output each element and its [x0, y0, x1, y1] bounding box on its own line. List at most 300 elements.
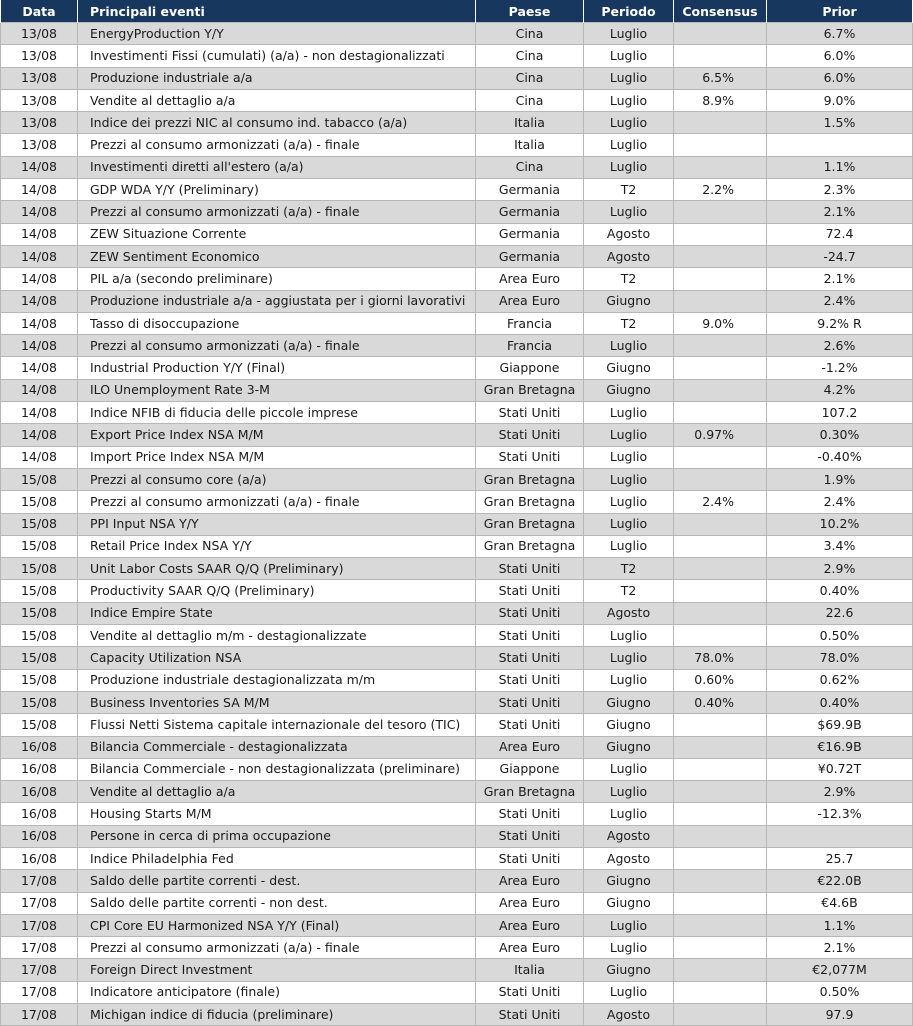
cell-date: 15/08: [1, 513, 78, 535]
table-row: [1, 914, 913, 936]
cell-event: Bilancia Commerciale - non destagionalizzata (preliminare): [78, 758, 476, 780]
cell-period: Luglio: [584, 89, 674, 111]
cell-country: Stati Uniti: [476, 803, 584, 825]
table-row: [1, 758, 913, 780]
cell-consensus: [674, 446, 767, 468]
cell-consensus: [674, 201, 767, 223]
cell-prior: 2.4%: [767, 491, 913, 513]
cell-date: 16/08: [1, 803, 78, 825]
cell-period: Luglio: [584, 335, 674, 357]
cell-prior: 97.9: [767, 1004, 913, 1026]
cell-event: EnergyProduction Y/Y: [78, 23, 476, 45]
table-row: [1, 803, 913, 825]
cell-country: Area Euro: [476, 268, 584, 290]
cell-consensus: [674, 1004, 767, 1026]
cell-event: Bilancia Commerciale - destagionalizzata: [78, 736, 476, 758]
cell-date: 14/08: [1, 402, 78, 424]
cell-period: Giugno: [584, 691, 674, 713]
cell-country: Germania: [476, 201, 584, 223]
cell-event: Indice dei prezzi NIC al consumo ind. tabacco (a/a): [78, 112, 476, 134]
cell-country: Cina: [476, 45, 584, 67]
table-row: [1, 45, 913, 67]
cell-country: Germania: [476, 223, 584, 245]
cell-date: 13/08: [1, 89, 78, 111]
cell-consensus: 0.40%: [674, 691, 767, 713]
cell-country: Gran Bretagna: [476, 379, 584, 401]
cell-prior: $69.9B: [767, 714, 913, 736]
cell-prior: 2.4%: [767, 290, 913, 312]
cell-consensus: [674, 558, 767, 580]
cell-prior: 3.4%: [767, 535, 913, 557]
cell-consensus: 6.5%: [674, 67, 767, 89]
cell-prior: 9.2% R: [767, 312, 913, 334]
cell-date: 14/08: [1, 268, 78, 290]
cell-period: Luglio: [584, 468, 674, 490]
cell-consensus: [674, 937, 767, 959]
cell-period: Agosto: [584, 847, 674, 869]
cell-period: Luglio: [584, 45, 674, 67]
cell-period: Agosto: [584, 223, 674, 245]
cell-period: Luglio: [584, 647, 674, 669]
cell-period: Luglio: [584, 156, 674, 178]
cell-period: Agosto: [584, 245, 674, 267]
table-body: [1, 23, 913, 1026]
cell-date: 15/08: [1, 669, 78, 691]
cell-event: Retail Price Index NSA Y/Y: [78, 535, 476, 557]
cell-event: Prezzi al consumo armonizzati (a/a) - finale: [78, 335, 476, 357]
table-row: [1, 892, 913, 914]
cell-country: Italia: [476, 959, 584, 981]
cell-prior: 9.0%: [767, 89, 913, 111]
cell-date: 16/08: [1, 736, 78, 758]
table-row: [1, 558, 913, 580]
cell-prior: 6.7%: [767, 23, 913, 45]
cell-event: Flussi Netti Sistema capitale internazionale del tesoro (TIC): [78, 714, 476, 736]
cell-prior: [767, 134, 913, 156]
cell-country: Area Euro: [476, 870, 584, 892]
cell-date: 15/08: [1, 468, 78, 490]
cell-event: Indicatore anticipatore (finale): [78, 981, 476, 1003]
cell-event: PPI Input NSA Y/Y: [78, 513, 476, 535]
cell-date: 14/08: [1, 156, 78, 178]
cell-consensus: [674, 112, 767, 134]
cell-date: 15/08: [1, 580, 78, 602]
cell-event: Housing Starts M/M: [78, 803, 476, 825]
cell-consensus: [674, 468, 767, 490]
cell-prior: 2.9%: [767, 781, 913, 803]
cell-date: 15/08: [1, 647, 78, 669]
cell-date: 16/08: [1, 758, 78, 780]
cell-period: Luglio: [584, 446, 674, 468]
cell-period: Giugno: [584, 290, 674, 312]
cell-date: 14/08: [1, 446, 78, 468]
cell-period: Luglio: [584, 758, 674, 780]
cell-date: 15/08: [1, 558, 78, 580]
cell-prior: 1.9%: [767, 468, 913, 490]
cell-prior: 72.4: [767, 223, 913, 245]
cell-consensus: 78.0%: [674, 647, 767, 669]
cell-country: Stati Uniti: [476, 825, 584, 847]
cell-country: Stati Uniti: [476, 981, 584, 1003]
table-row: [1, 89, 913, 111]
cell-prior: 22.6: [767, 602, 913, 624]
cell-date: 14/08: [1, 290, 78, 312]
table-row: [1, 714, 913, 736]
cell-event: Industrial Production Y/Y (Final): [78, 357, 476, 379]
table-row: [1, 959, 913, 981]
cell-prior: 2.9%: [767, 558, 913, 580]
cell-event: Prezzi al consumo armonizzati (a/a) - finale: [78, 201, 476, 223]
cell-event: Capacity Utilization NSA: [78, 647, 476, 669]
cell-consensus: [674, 981, 767, 1003]
cell-event: Saldo delle partite correnti - dest.: [78, 870, 476, 892]
cell-period: Luglio: [584, 669, 674, 691]
cell-date: 15/08: [1, 491, 78, 513]
column-header-period: Periodo: [584, 0, 674, 23]
cell-event: Michigan indice di fiducia (preliminare): [78, 1004, 476, 1026]
cell-consensus: [674, 23, 767, 45]
table-row: [1, 647, 913, 669]
cell-prior: €16.9B: [767, 736, 913, 758]
cell-prior: 25.7: [767, 847, 913, 869]
cell-country: Cina: [476, 89, 584, 111]
cell-prior: 2.1%: [767, 268, 913, 290]
cell-period: Giugno: [584, 379, 674, 401]
table-row: [1, 201, 913, 223]
cell-prior: 2.3%: [767, 179, 913, 201]
cell-country: Stati Uniti: [476, 446, 584, 468]
cell-prior: -12.3%: [767, 803, 913, 825]
table-row: [1, 268, 913, 290]
cell-period: Luglio: [584, 402, 674, 424]
table-row: [1, 580, 913, 602]
cell-consensus: 9.0%: [674, 312, 767, 334]
cell-consensus: [674, 914, 767, 936]
table-row: [1, 691, 913, 713]
cell-event: Saldo delle partite correnti - non dest.: [78, 892, 476, 914]
cell-event: Produzione industriale a/a - aggiustata per i giorni lavorativi: [78, 290, 476, 312]
table-row: [1, 23, 913, 45]
cell-prior: [767, 825, 913, 847]
cell-date: 14/08: [1, 379, 78, 401]
cell-period: Luglio: [584, 914, 674, 936]
cell-event: Indice Empire State: [78, 602, 476, 624]
cell-event: Vendite al dettaglio a/a: [78, 89, 476, 111]
cell-consensus: [674, 781, 767, 803]
table-row: [1, 602, 913, 624]
cell-event: Foreign Direct Investment: [78, 959, 476, 981]
cell-consensus: 8.9%: [674, 89, 767, 111]
cell-event: GDP WDA Y/Y (Preliminary): [78, 179, 476, 201]
cell-date: 14/08: [1, 312, 78, 334]
cell-date: 13/08: [1, 45, 78, 67]
cell-consensus: [674, 535, 767, 557]
table-row: [1, 357, 913, 379]
cell-consensus: [674, 959, 767, 981]
cell-period: Giugno: [584, 357, 674, 379]
cell-date: 14/08: [1, 179, 78, 201]
cell-date: 15/08: [1, 602, 78, 624]
cell-prior: -24.7: [767, 245, 913, 267]
cell-event: Investimenti diretti all'estero (a/a): [78, 156, 476, 178]
cell-period: Agosto: [584, 1004, 674, 1026]
cell-period: Giugno: [584, 714, 674, 736]
cell-period: Giugno: [584, 959, 674, 981]
cell-date: 15/08: [1, 535, 78, 557]
cell-date: 15/08: [1, 625, 78, 647]
cell-event: Unit Labor Costs SAAR Q/Q (Preliminary): [78, 558, 476, 580]
cell-event: Produzione industriale a/a: [78, 67, 476, 89]
cell-date: 16/08: [1, 847, 78, 869]
cell-date: 17/08: [1, 959, 78, 981]
table-row: [1, 781, 913, 803]
table-row: [1, 491, 913, 513]
cell-period: Luglio: [584, 134, 674, 156]
cell-period: Luglio: [584, 67, 674, 89]
table-row: [1, 625, 913, 647]
cell-date: 14/08: [1, 424, 78, 446]
cell-period: Luglio: [584, 535, 674, 557]
cell-period: Giugno: [584, 870, 674, 892]
cell-event: Prezzi al consumo armonizzati (a/a) - finale: [78, 937, 476, 959]
table-row: [1, 312, 913, 334]
cell-event: Vendite al dettaglio a/a: [78, 781, 476, 803]
cell-consensus: [674, 892, 767, 914]
table-row: [1, 870, 913, 892]
cell-event: CPI Core EU Harmonized NSA Y/Y (Final): [78, 914, 476, 936]
cell-consensus: [674, 714, 767, 736]
cell-period: Agosto: [584, 602, 674, 624]
cell-period: T2: [584, 268, 674, 290]
cell-period: Luglio: [584, 781, 674, 803]
cell-prior: 107.2: [767, 402, 913, 424]
cell-prior: 10.2%: [767, 513, 913, 535]
cell-country: Gran Bretagna: [476, 491, 584, 513]
cell-period: T2: [584, 179, 674, 201]
cell-period: Giugno: [584, 736, 674, 758]
cell-prior: 1.1%: [767, 914, 913, 936]
cell-event: Prezzi al consumo core (a/a): [78, 468, 476, 490]
cell-date: 14/08: [1, 335, 78, 357]
cell-prior: 2.1%: [767, 937, 913, 959]
cell-event: ILO Unemployment Rate 3-M: [78, 379, 476, 401]
cell-prior: €2,077M: [767, 959, 913, 981]
cell-period: Luglio: [584, 491, 674, 513]
table-row: [1, 402, 913, 424]
cell-consensus: [674, 513, 767, 535]
cell-country: Stati Uniti: [476, 647, 584, 669]
cell-consensus: [674, 245, 767, 267]
cell-event: Produzione industriale destagionalizzata m/m: [78, 669, 476, 691]
cell-country: Gran Bretagna: [476, 468, 584, 490]
table-row: [1, 379, 913, 401]
cell-period: Luglio: [584, 803, 674, 825]
cell-period: Luglio: [584, 981, 674, 1003]
cell-period: Luglio: [584, 201, 674, 223]
cell-country: Cina: [476, 67, 584, 89]
cell-period: Luglio: [584, 625, 674, 647]
cell-country: Cina: [476, 156, 584, 178]
cell-country: Stati Uniti: [476, 580, 584, 602]
cell-consensus: [674, 625, 767, 647]
cell-date: 15/08: [1, 691, 78, 713]
cell-date: 14/08: [1, 223, 78, 245]
cell-date: 16/08: [1, 781, 78, 803]
cell-prior: 2.1%: [767, 201, 913, 223]
cell-date: 17/08: [1, 981, 78, 1003]
cell-date: 13/08: [1, 67, 78, 89]
cell-consensus: [674, 847, 767, 869]
cell-event: Productivity SAAR Q/Q (Preliminary): [78, 580, 476, 602]
table-row: [1, 937, 913, 959]
cell-event: Prezzi al consumo armonizzati (a/a) - finale: [78, 134, 476, 156]
cell-event: Indice NFIB di fiducia delle piccole imprese: [78, 402, 476, 424]
cell-event: Import Price Index NSA M/M: [78, 446, 476, 468]
cell-period: Luglio: [584, 424, 674, 446]
cell-country: Area Euro: [476, 892, 584, 914]
cell-country: Area Euro: [476, 736, 584, 758]
cell-prior: 78.0%: [767, 647, 913, 669]
cell-date: 17/08: [1, 892, 78, 914]
table-row: [1, 134, 913, 156]
column-header-event: Principali eventi: [78, 0, 476, 23]
cell-date: 16/08: [1, 825, 78, 847]
cell-consensus: [674, 580, 767, 602]
cell-period: T2: [584, 558, 674, 580]
cell-date: 14/08: [1, 357, 78, 379]
table-row: [1, 335, 913, 357]
column-header-country: Paese: [476, 0, 584, 23]
table-row: [1, 179, 913, 201]
cell-consensus: [674, 335, 767, 357]
table-row: [1, 245, 913, 267]
table-row: [1, 446, 913, 468]
column-header-prior: Prior: [767, 0, 913, 23]
cell-date: 15/08: [1, 714, 78, 736]
cell-event: Indice Philadelphia Fed: [78, 847, 476, 869]
cell-date: 17/08: [1, 937, 78, 959]
cell-country: Stati Uniti: [476, 625, 584, 647]
cell-country: Gran Bretagna: [476, 781, 584, 803]
cell-prior: -1.2%: [767, 357, 913, 379]
cell-period: Giugno: [584, 892, 674, 914]
cell-prior: 0.62%: [767, 669, 913, 691]
cell-prior: €22.0B: [767, 870, 913, 892]
cell-date: 17/08: [1, 914, 78, 936]
cell-consensus: [674, 156, 767, 178]
table-row: [1, 67, 913, 89]
cell-country: Stati Uniti: [476, 1004, 584, 1026]
cell-event: Tasso di disoccupazione: [78, 312, 476, 334]
table-row: [1, 535, 913, 557]
cell-period: Luglio: [584, 112, 674, 134]
cell-period: T2: [584, 312, 674, 334]
cell-country: Stati Uniti: [476, 424, 584, 446]
cell-prior: ¥0.72T: [767, 758, 913, 780]
cell-period: Luglio: [584, 23, 674, 45]
cell-consensus: [674, 758, 767, 780]
cell-date: 17/08: [1, 870, 78, 892]
cell-prior: 0.40%: [767, 580, 913, 602]
cell-prior: 6.0%: [767, 67, 913, 89]
table-row: [1, 290, 913, 312]
cell-country: Area Euro: [476, 937, 584, 959]
table-row: [1, 847, 913, 869]
table-row: [1, 1004, 913, 1026]
cell-event: Export Price Index NSA M/M: [78, 424, 476, 446]
table-row: [1, 981, 913, 1003]
cell-consensus: [674, 357, 767, 379]
cell-event: Prezzi al consumo armonizzati (a/a) - finale: [78, 491, 476, 513]
cell-country: Stati Uniti: [476, 558, 584, 580]
table-row: [1, 669, 913, 691]
cell-country: Cina: [476, 23, 584, 45]
cell-period: T2: [584, 580, 674, 602]
cell-country: Stati Uniti: [476, 691, 584, 713]
table-row: [1, 468, 913, 490]
cell-consensus: 2.2%: [674, 179, 767, 201]
cell-prior: 0.40%: [767, 691, 913, 713]
cell-country: Germania: [476, 245, 584, 267]
cell-event: ZEW Situazione Corrente: [78, 223, 476, 245]
cell-country: Francia: [476, 335, 584, 357]
cell-consensus: [674, 134, 767, 156]
cell-event: Persone in cerca di prima occupazione: [78, 825, 476, 847]
table-row: [1, 736, 913, 758]
cell-country: Stati Uniti: [476, 402, 584, 424]
cell-period: Luglio: [584, 937, 674, 959]
cell-country: Francia: [476, 312, 584, 334]
table-row: [1, 424, 913, 446]
cell-country: Giappone: [476, 758, 584, 780]
cell-consensus: [674, 268, 767, 290]
cell-country: Gran Bretagna: [476, 513, 584, 535]
table-row: [1, 112, 913, 134]
cell-date: 13/08: [1, 112, 78, 134]
cell-country: Stati Uniti: [476, 669, 584, 691]
cell-prior: €4.6B: [767, 892, 913, 914]
cell-country: Germania: [476, 179, 584, 201]
cell-country: Area Euro: [476, 914, 584, 936]
cell-consensus: [674, 803, 767, 825]
cell-consensus: 2.4%: [674, 491, 767, 513]
cell-consensus: 0.97%: [674, 424, 767, 446]
cell-event: Business Inventories SA M/M: [78, 691, 476, 713]
cell-prior: 0.50%: [767, 981, 913, 1003]
cell-consensus: [674, 290, 767, 312]
cell-event: ZEW Sentiment Economico: [78, 245, 476, 267]
cell-prior: 0.30%: [767, 424, 913, 446]
table-row: [1, 223, 913, 245]
table-row: [1, 156, 913, 178]
cell-consensus: [674, 379, 767, 401]
cell-country: Stati Uniti: [476, 602, 584, 624]
cell-consensus: 0.60%: [674, 669, 767, 691]
cell-date: 14/08: [1, 245, 78, 267]
cell-consensus: [674, 736, 767, 758]
cell-prior: 1.5%: [767, 112, 913, 134]
cell-consensus: [674, 825, 767, 847]
header-row: [1, 0, 913, 23]
cell-prior: -0.40%: [767, 446, 913, 468]
cell-event: Vendite al dettaglio m/m - destagionalizzate: [78, 625, 476, 647]
cell-prior: 6.0%: [767, 45, 913, 67]
cell-consensus: [674, 602, 767, 624]
table-header: [1, 0, 913, 23]
cell-consensus: [674, 223, 767, 245]
cell-country: Stati Uniti: [476, 714, 584, 736]
cell-country: Area Euro: [476, 290, 584, 312]
